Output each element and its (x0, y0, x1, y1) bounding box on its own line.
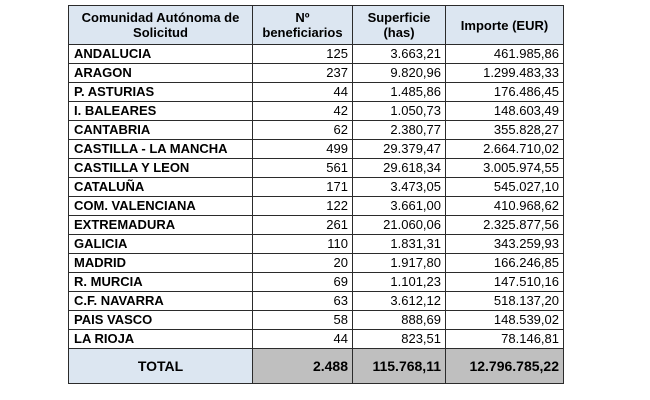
amount-cell: 545.027,10 (446, 178, 564, 197)
area-cell: 29.379,47 (353, 140, 446, 159)
table-body (69, 45, 564, 349)
area-cell: 29.618,34 (353, 159, 446, 178)
area-cell: 9.820,96 (353, 64, 446, 83)
beneficiaries-cell: 44 (253, 83, 353, 102)
table-row (69, 159, 564, 178)
area-cell: 3.661,00 (353, 197, 446, 216)
table-header (69, 6, 564, 45)
table-row (69, 235, 564, 254)
area-cell: 3.612,12 (353, 292, 446, 311)
header-area: Superficie (has) (353, 6, 446, 45)
header-row (69, 6, 564, 45)
beneficiaries-table (68, 5, 564, 384)
beneficiaries-cell: 171 (253, 178, 353, 197)
region-cell: GALICIA (69, 235, 253, 254)
region-cell: P. ASTURIAS (69, 83, 253, 102)
region-cell: CASTILLA Y LEON (69, 159, 253, 178)
beneficiaries-cell: 62 (253, 121, 353, 140)
table-row (69, 254, 564, 273)
table-footer (69, 349, 564, 384)
amount-cell: 78.146,81 (446, 330, 564, 349)
total-area: 115.768,11 (353, 349, 446, 384)
beneficiaries-cell: 58 (253, 311, 353, 330)
area-cell: 888,69 (353, 311, 446, 330)
area-cell: 3.473,05 (353, 178, 446, 197)
amount-cell: 343.259,93 (446, 235, 564, 254)
header-amount: Importe (EUR) (446, 6, 564, 45)
amount-cell: 410.968,62 (446, 197, 564, 216)
region-cell: ANDALUCIA (69, 45, 253, 64)
beneficiaries-cell: 125 (253, 45, 353, 64)
region-cell: C.F. NAVARRA (69, 292, 253, 311)
area-cell: 21.060,06 (353, 216, 446, 235)
area-cell: 1.485,86 (353, 83, 446, 102)
area-cell: 1.831,31 (353, 235, 446, 254)
region-cell: CASTILLA - LA MANCHA (69, 140, 253, 159)
area-cell: 2.380,77 (353, 121, 446, 140)
amount-cell: 3.005.974,55 (446, 159, 564, 178)
table-row (69, 64, 564, 83)
region-cell: I. BALEARES (69, 102, 253, 121)
amount-cell: 147.510,16 (446, 273, 564, 292)
total-row (69, 349, 564, 384)
table-row (69, 311, 564, 330)
table-row (69, 102, 564, 121)
region-cell: R. MURCIA (69, 273, 253, 292)
region-cell: LA RIOJA (69, 330, 253, 349)
area-cell: 3.663,21 (353, 45, 446, 64)
area-cell: 823,51 (353, 330, 446, 349)
amount-cell: 2.664.710,02 (446, 140, 564, 159)
amount-cell: 2.325.877,56 (446, 216, 564, 235)
beneficiaries-cell: 561 (253, 159, 353, 178)
amount-cell: 461.985,86 (446, 45, 564, 64)
beneficiaries-cell: 63 (253, 292, 353, 311)
table-row (69, 140, 564, 159)
amount-cell: 148.603,49 (446, 102, 564, 121)
region-cell: MADRID (69, 254, 253, 273)
beneficiaries-cell: 69 (253, 273, 353, 292)
beneficiaries-cell: 122 (253, 197, 353, 216)
region-cell: COM. VALENCIANA (69, 197, 253, 216)
area-cell: 1.050,73 (353, 102, 446, 121)
beneficiaries-cell: 499 (253, 140, 353, 159)
region-cell: CANTABRIA (69, 121, 253, 140)
amount-cell: 176.486,45 (446, 83, 564, 102)
region-cell: ARAGON (69, 64, 253, 83)
beneficiaries-cell: 110 (253, 235, 353, 254)
area-cell: 1.917,80 (353, 254, 446, 273)
table-row (69, 273, 564, 292)
amount-cell: 166.246,85 (446, 254, 564, 273)
amount-cell: 148.539,02 (446, 311, 564, 330)
region-cell: PAIS VASCO (69, 311, 253, 330)
table-row (69, 45, 564, 64)
beneficiaries-cell: 20 (253, 254, 353, 273)
header-beneficiaries: Nº beneficiarios (253, 6, 353, 45)
table-row (69, 292, 564, 311)
region-cell: CATALUÑA (69, 178, 253, 197)
area-cell: 1.101,23 (353, 273, 446, 292)
total-label: TOTAL (69, 349, 253, 384)
beneficiaries-cell: 261 (253, 216, 353, 235)
beneficiaries-cell: 44 (253, 330, 353, 349)
amount-cell: 355.828,27 (446, 121, 564, 140)
amount-cell: 518.137,20 (446, 292, 564, 311)
total-beneficiaries: 2.488 (253, 349, 353, 384)
header-region: Comunidad Autónoma de Solicitud (69, 6, 253, 45)
table-row (69, 83, 564, 102)
beneficiaries-cell: 237 (253, 64, 353, 83)
table-row (69, 197, 564, 216)
table-row (69, 216, 564, 235)
total-amount: 12.796.785,22 (446, 349, 564, 384)
table-row (69, 121, 564, 140)
table-row (69, 178, 564, 197)
table-row (69, 330, 564, 349)
beneficiaries-cell: 42 (253, 102, 353, 121)
region-cell: EXTREMADURA (69, 216, 253, 235)
amount-cell: 1.299.483,33 (446, 64, 564, 83)
